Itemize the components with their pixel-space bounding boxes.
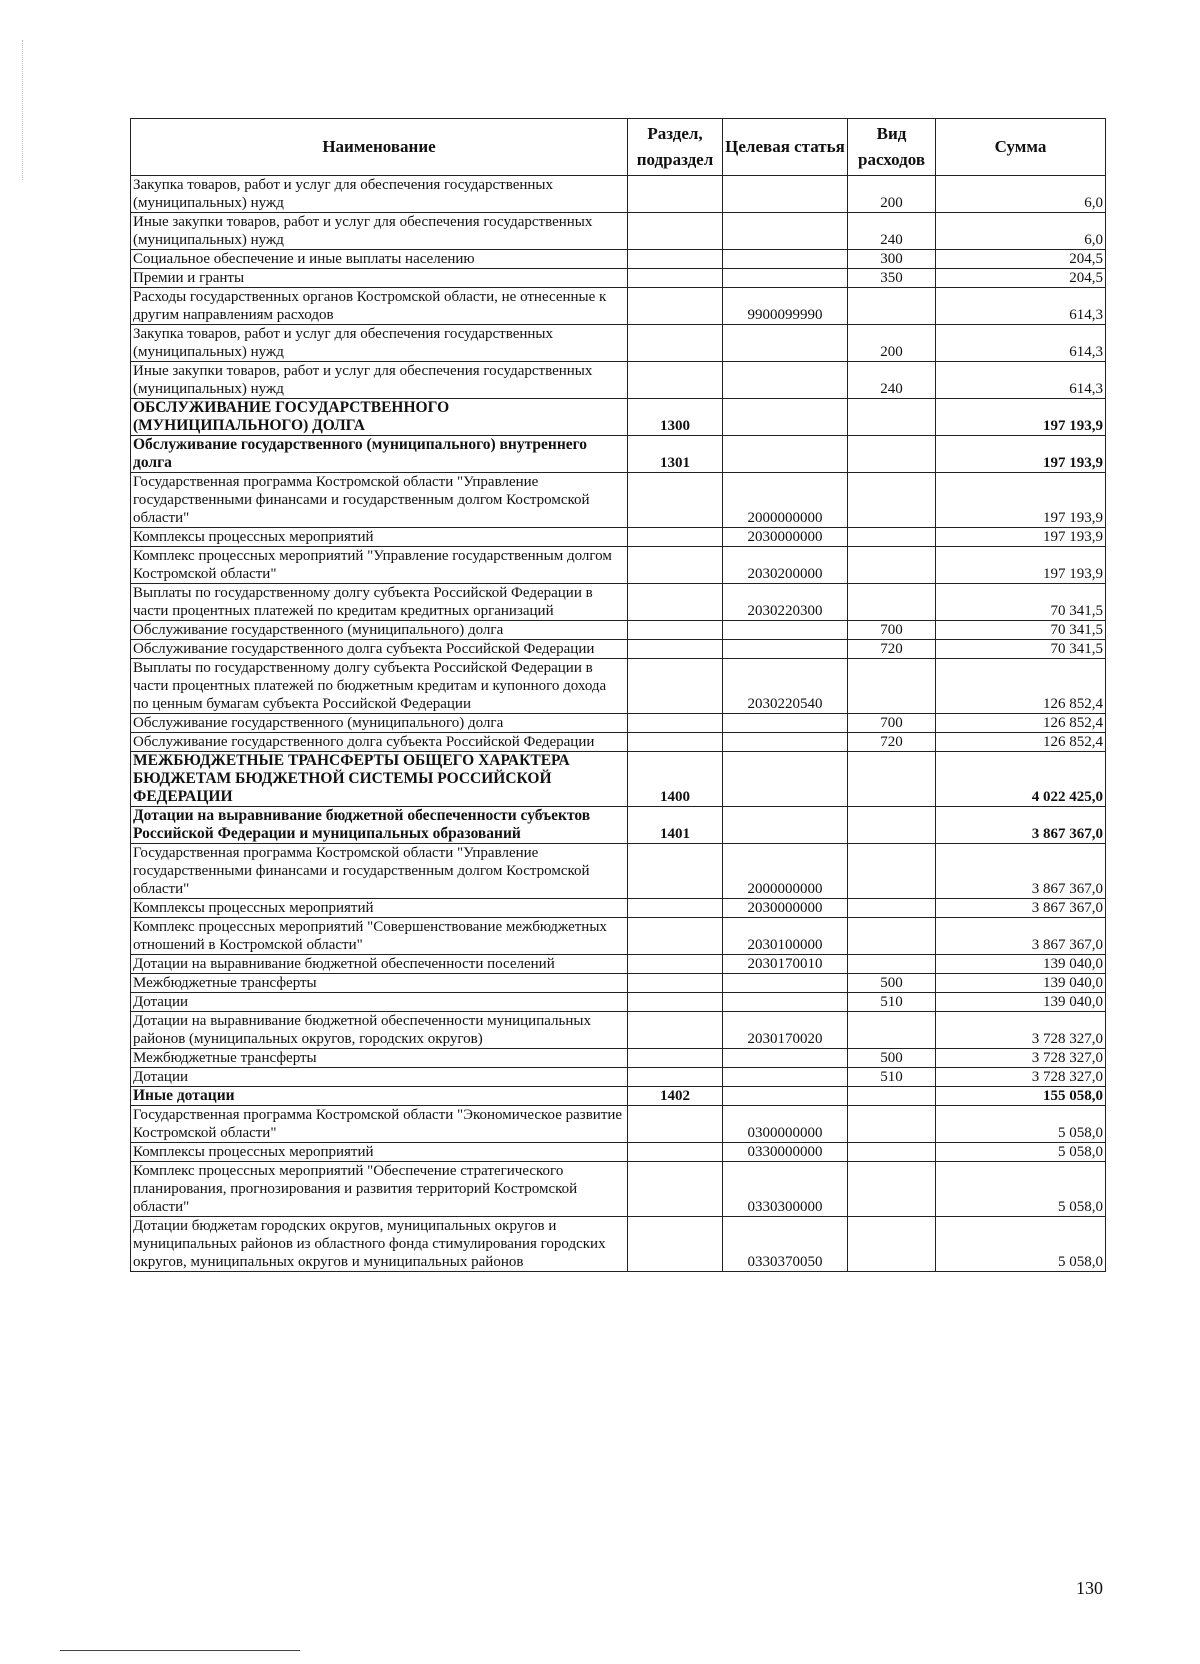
row-section	[628, 955, 723, 974]
row-sum: 155 058,0	[936, 1087, 1106, 1106]
row-sum: 197 193,9	[936, 436, 1106, 473]
row-name: Иные закупки товаров, работ и услуг для обеспечения государственных (муниципальных) нужд	[131, 362, 628, 399]
table-row	[131, 993, 1106, 1012]
row-kind: 200	[848, 325, 936, 362]
row-section	[628, 918, 723, 955]
row-sum: 6,0	[936, 176, 1106, 213]
row-name: МЕЖБЮДЖЕТНЫЕ ТРАНСФЕРТЫ ОБЩЕГО ХАРАКТЕРА БЮДЖЕТАМ БЮДЖЕТНОЙ СИСТЕМЫ РОССИЙСКОЙ ФЕДЕРАЦИИ	[131, 752, 628, 807]
row-kind	[848, 584, 936, 621]
footer-rule	[60, 1650, 300, 1651]
row-section	[628, 1143, 723, 1162]
row-name: Государственная программа Костромской области "Управление государственными финансами и государственным долгом Костромской области"	[131, 473, 628, 528]
row-name: Обслуживание государственного (муниципального) внутреннего долга	[131, 436, 628, 473]
row-name: Обслуживание государственного (муниципального) долга	[131, 714, 628, 733]
row-name: Социальное обеспечение и иные выплаты населению	[131, 250, 628, 269]
row-name: Комплекс процессных мероприятий "Управление государственным долгом Костромской области"	[131, 547, 628, 584]
row-target	[723, 176, 848, 213]
row-section	[628, 844, 723, 899]
row-sum: 197 193,9	[936, 528, 1106, 547]
row-section	[628, 250, 723, 269]
row-sum: 3 728 327,0	[936, 1049, 1106, 1068]
row-sum: 70 341,5	[936, 621, 1106, 640]
row-sum: 4 022 425,0	[936, 752, 1106, 807]
page-number: 130	[1076, 1578, 1103, 1598]
row-name: Закупка товаров, работ и услуг для обеспечения государственных (муниципальных) нужд	[131, 325, 628, 362]
row-section	[628, 584, 723, 621]
header-name: Наименование	[131, 119, 628, 176]
row-section	[628, 1106, 723, 1143]
row-sum: 5 058,0	[936, 1106, 1106, 1143]
row-target	[723, 1087, 848, 1106]
row-sum: 204,5	[936, 269, 1106, 288]
row-target: 0300000000	[723, 1106, 848, 1143]
table-header-row	[131, 119, 1106, 176]
table-row	[131, 288, 1106, 325]
table-row	[131, 752, 1106, 807]
row-sum: 70 341,5	[936, 584, 1106, 621]
row-kind: 720	[848, 640, 936, 659]
row-section	[628, 1068, 723, 1087]
row-section	[628, 1217, 723, 1272]
row-target	[723, 807, 848, 844]
header-sum: Сумма	[936, 119, 1106, 176]
table-row	[131, 918, 1106, 955]
row-sum: 126 852,4	[936, 714, 1106, 733]
row-name: Обслуживание государственного долга субъекта Российской Федерации	[131, 733, 628, 752]
header-target: Целевая статья	[723, 119, 848, 176]
row-sum: 139 040,0	[936, 955, 1106, 974]
row-name: Комплексы процессных мероприятий	[131, 1143, 628, 1162]
table-row	[131, 733, 1106, 752]
row-kind	[848, 807, 936, 844]
row-name: Государственная программа Костромской области "Управление государственными финансами и государственным долгом Костромской области"	[131, 844, 628, 899]
row-kind	[848, 659, 936, 714]
row-sum: 614,3	[936, 362, 1106, 399]
table-row	[131, 640, 1106, 659]
table-row	[131, 547, 1106, 584]
row-section	[628, 288, 723, 325]
table-row	[131, 176, 1106, 213]
row-kind	[848, 918, 936, 955]
row-section	[628, 714, 723, 733]
row-section	[628, 621, 723, 640]
row-section	[628, 993, 723, 1012]
row-sum: 204,5	[936, 250, 1106, 269]
row-sum: 197 193,9	[936, 473, 1106, 528]
scan-edge-mark	[22, 40, 23, 180]
row-sum: 3 728 327,0	[936, 1012, 1106, 1049]
row-target	[723, 436, 848, 473]
row-name: Межбюджетные трансферты	[131, 1049, 628, 1068]
budget-table	[130, 118, 1106, 1272]
row-kind	[848, 399, 936, 436]
row-kind: 500	[848, 974, 936, 993]
row-target: 0330370050	[723, 1217, 848, 1272]
row-target	[723, 1049, 848, 1068]
row-kind	[848, 473, 936, 528]
row-sum: 70 341,5	[936, 640, 1106, 659]
row-target: 2030220540	[723, 659, 848, 714]
row-section	[628, 176, 723, 213]
row-kind: 720	[848, 733, 936, 752]
row-section	[628, 269, 723, 288]
row-sum: 614,3	[936, 325, 1106, 362]
row-section: 1402	[628, 1087, 723, 1106]
row-sum: 3 728 327,0	[936, 1068, 1106, 1087]
row-kind: 700	[848, 714, 936, 733]
row-target	[723, 714, 848, 733]
row-kind: 510	[848, 993, 936, 1012]
row-section	[628, 1012, 723, 1049]
table-row	[131, 1049, 1106, 1068]
row-section	[628, 974, 723, 993]
row-sum: 3 867 367,0	[936, 918, 1106, 955]
row-section	[628, 547, 723, 584]
row-name: Расходы государственных органов Костромской области, не отнесенные к другим направлениям расходов	[131, 288, 628, 325]
table-row	[131, 899, 1106, 918]
row-sum: 197 193,9	[936, 399, 1106, 436]
row-target	[723, 250, 848, 269]
row-section: 1300	[628, 399, 723, 436]
row-kind	[848, 288, 936, 325]
table-row	[131, 528, 1106, 547]
row-name: Иные закупки товаров, работ и услуг для обеспечения государственных (муниципальных) нужд	[131, 213, 628, 250]
row-target: 9900099990	[723, 288, 848, 325]
row-kind	[848, 955, 936, 974]
row-target	[723, 1068, 848, 1087]
row-kind	[848, 1217, 936, 1272]
row-target	[723, 974, 848, 993]
row-sum: 197 193,9	[936, 547, 1106, 584]
table-row	[131, 473, 1106, 528]
row-sum: 614,3	[936, 288, 1106, 325]
row-kind	[848, 1143, 936, 1162]
row-section	[628, 325, 723, 362]
row-name: Дотации	[131, 993, 628, 1012]
row-target	[723, 621, 848, 640]
row-name: Дотации бюджетам городских округов, муниципальных округов и муниципальных районов из областного фонда стимулирования городских округов, муниципальных округов и муниципальных районов	[131, 1217, 628, 1272]
row-target	[723, 993, 848, 1012]
table-row	[131, 714, 1106, 733]
table-row	[131, 1143, 1106, 1162]
header-section: Раздел, подраздел	[628, 119, 723, 176]
row-name: Дотации на выравнивание бюджетной обеспеченности муниципальных районов (муниципальных округов, городских округов)	[131, 1012, 628, 1049]
row-target	[723, 269, 848, 288]
row-sum: 139 040,0	[936, 974, 1106, 993]
row-kind: 300	[848, 250, 936, 269]
row-kind: 350	[848, 269, 936, 288]
row-target: 2000000000	[723, 844, 848, 899]
row-target: 2030170020	[723, 1012, 848, 1049]
row-section	[628, 213, 723, 250]
table-row	[131, 1068, 1106, 1087]
row-sum: 3 867 367,0	[936, 807, 1106, 844]
table-row	[131, 1217, 1106, 1272]
row-name: Выплаты по государственному долгу субъекта Российской Федерации в части процентных платежей по кредитам кредитных организаций	[131, 584, 628, 621]
row-target: 0330000000	[723, 1143, 848, 1162]
row-section	[628, 640, 723, 659]
row-kind: 700	[848, 621, 936, 640]
table-row	[131, 250, 1106, 269]
row-name: Обслуживание государственного (муниципального) долга	[131, 621, 628, 640]
row-sum: 3 867 367,0	[936, 844, 1106, 899]
row-section: 1301	[628, 436, 723, 473]
row-section	[628, 733, 723, 752]
row-name: Комплекс процессных мероприятий "Обеспечение стратегического планирования, прогнозирования и развития территорий Костромской области"	[131, 1162, 628, 1217]
row-sum: 3 867 367,0	[936, 899, 1106, 918]
row-kind	[848, 844, 936, 899]
row-sum: 126 852,4	[936, 659, 1106, 714]
table-row	[131, 974, 1106, 993]
row-name: Дотации на выравнивание бюджетной обеспеченности субъектов Российской Федерации и муниципальных образований	[131, 807, 628, 844]
row-target: 2030000000	[723, 899, 848, 918]
row-name: Дотации	[131, 1068, 628, 1087]
row-kind: 240	[848, 362, 936, 399]
table-row	[131, 399, 1106, 436]
table-row	[131, 436, 1106, 473]
row-section	[628, 1049, 723, 1068]
row-target: 2030200000	[723, 547, 848, 584]
row-kind	[848, 547, 936, 584]
row-name: ОБСЛУЖИВАНИЕ ГОСУДАРСТВЕННОГО (МУНИЦИПАЛЬНОГО) ДОЛГА	[131, 399, 628, 436]
row-kind	[848, 899, 936, 918]
row-kind	[848, 1012, 936, 1049]
row-section	[628, 473, 723, 528]
row-section	[628, 659, 723, 714]
table-row	[131, 955, 1106, 974]
row-kind: 240	[848, 213, 936, 250]
table-row	[131, 659, 1106, 714]
row-target: 2000000000	[723, 473, 848, 528]
row-section	[628, 1162, 723, 1217]
row-name: Комплексы процессных мероприятий	[131, 528, 628, 547]
table-row	[131, 621, 1106, 640]
row-name: Комплекс процессных мероприятий "Совершенствование межбюджетных отношений в Костромской области"	[131, 918, 628, 955]
table-row	[131, 844, 1106, 899]
table-row	[131, 213, 1106, 250]
row-sum: 139 040,0	[936, 993, 1106, 1012]
row-target	[723, 640, 848, 659]
row-sum: 6,0	[936, 213, 1106, 250]
row-kind	[848, 1106, 936, 1143]
row-target: 2030000000	[723, 528, 848, 547]
row-sum: 5 058,0	[936, 1162, 1106, 1217]
row-sum: 5 058,0	[936, 1143, 1106, 1162]
row-kind	[848, 1087, 936, 1106]
row-target	[723, 362, 848, 399]
row-target: 0330300000	[723, 1162, 848, 1217]
row-name: Выплаты по государственному долгу субъекта Российской Федерации в части процентных платежей по бюджетным кредитам и купонного дохода по ценным бумагам субъекта Российской Федерации	[131, 659, 628, 714]
row-name: Дотации на выравнивание бюджетной обеспеченности поселений	[131, 955, 628, 974]
row-section	[628, 362, 723, 399]
table-row	[131, 584, 1106, 621]
row-kind	[848, 436, 936, 473]
row-target	[723, 399, 848, 436]
table-row	[131, 325, 1106, 362]
table-row	[131, 1012, 1106, 1049]
row-name: Комплексы процессных мероприятий	[131, 899, 628, 918]
row-kind	[848, 1162, 936, 1217]
row-target: 2030170010	[723, 955, 848, 974]
row-kind	[848, 528, 936, 547]
row-kind: 500	[848, 1049, 936, 1068]
row-name: Межбюджетные трансферты	[131, 974, 628, 993]
row-kind: 510	[848, 1068, 936, 1087]
row-section: 1400	[628, 752, 723, 807]
row-name: Обслуживание государственного долга субъекта Российской Федерации	[131, 640, 628, 659]
table-row	[131, 1162, 1106, 1217]
row-name: Закупка товаров, работ и услуг для обеспечения государственных (муниципальных) нужд	[131, 176, 628, 213]
row-kind: 200	[848, 176, 936, 213]
table-row	[131, 1087, 1106, 1106]
row-section	[628, 899, 723, 918]
row-target	[723, 733, 848, 752]
table-row	[131, 269, 1106, 288]
row-target	[723, 752, 848, 807]
table-row	[131, 1106, 1106, 1143]
row-kind	[848, 752, 936, 807]
row-name: Государственная программа Костромской области "Экономическое развитие Костромской области"	[131, 1106, 628, 1143]
row-section: 1401	[628, 807, 723, 844]
row-target: 2030220300	[723, 584, 848, 621]
row-sum: 126 852,4	[936, 733, 1106, 752]
row-section	[628, 528, 723, 547]
row-target	[723, 213, 848, 250]
row-name: Премии и гранты	[131, 269, 628, 288]
header-kind: Вид расходов	[848, 119, 936, 176]
row-target: 2030100000	[723, 918, 848, 955]
table-row	[131, 362, 1106, 399]
table-row	[131, 807, 1106, 844]
row-name: Иные дотации	[131, 1087, 628, 1106]
row-target	[723, 325, 848, 362]
row-sum: 5 058,0	[936, 1217, 1106, 1272]
